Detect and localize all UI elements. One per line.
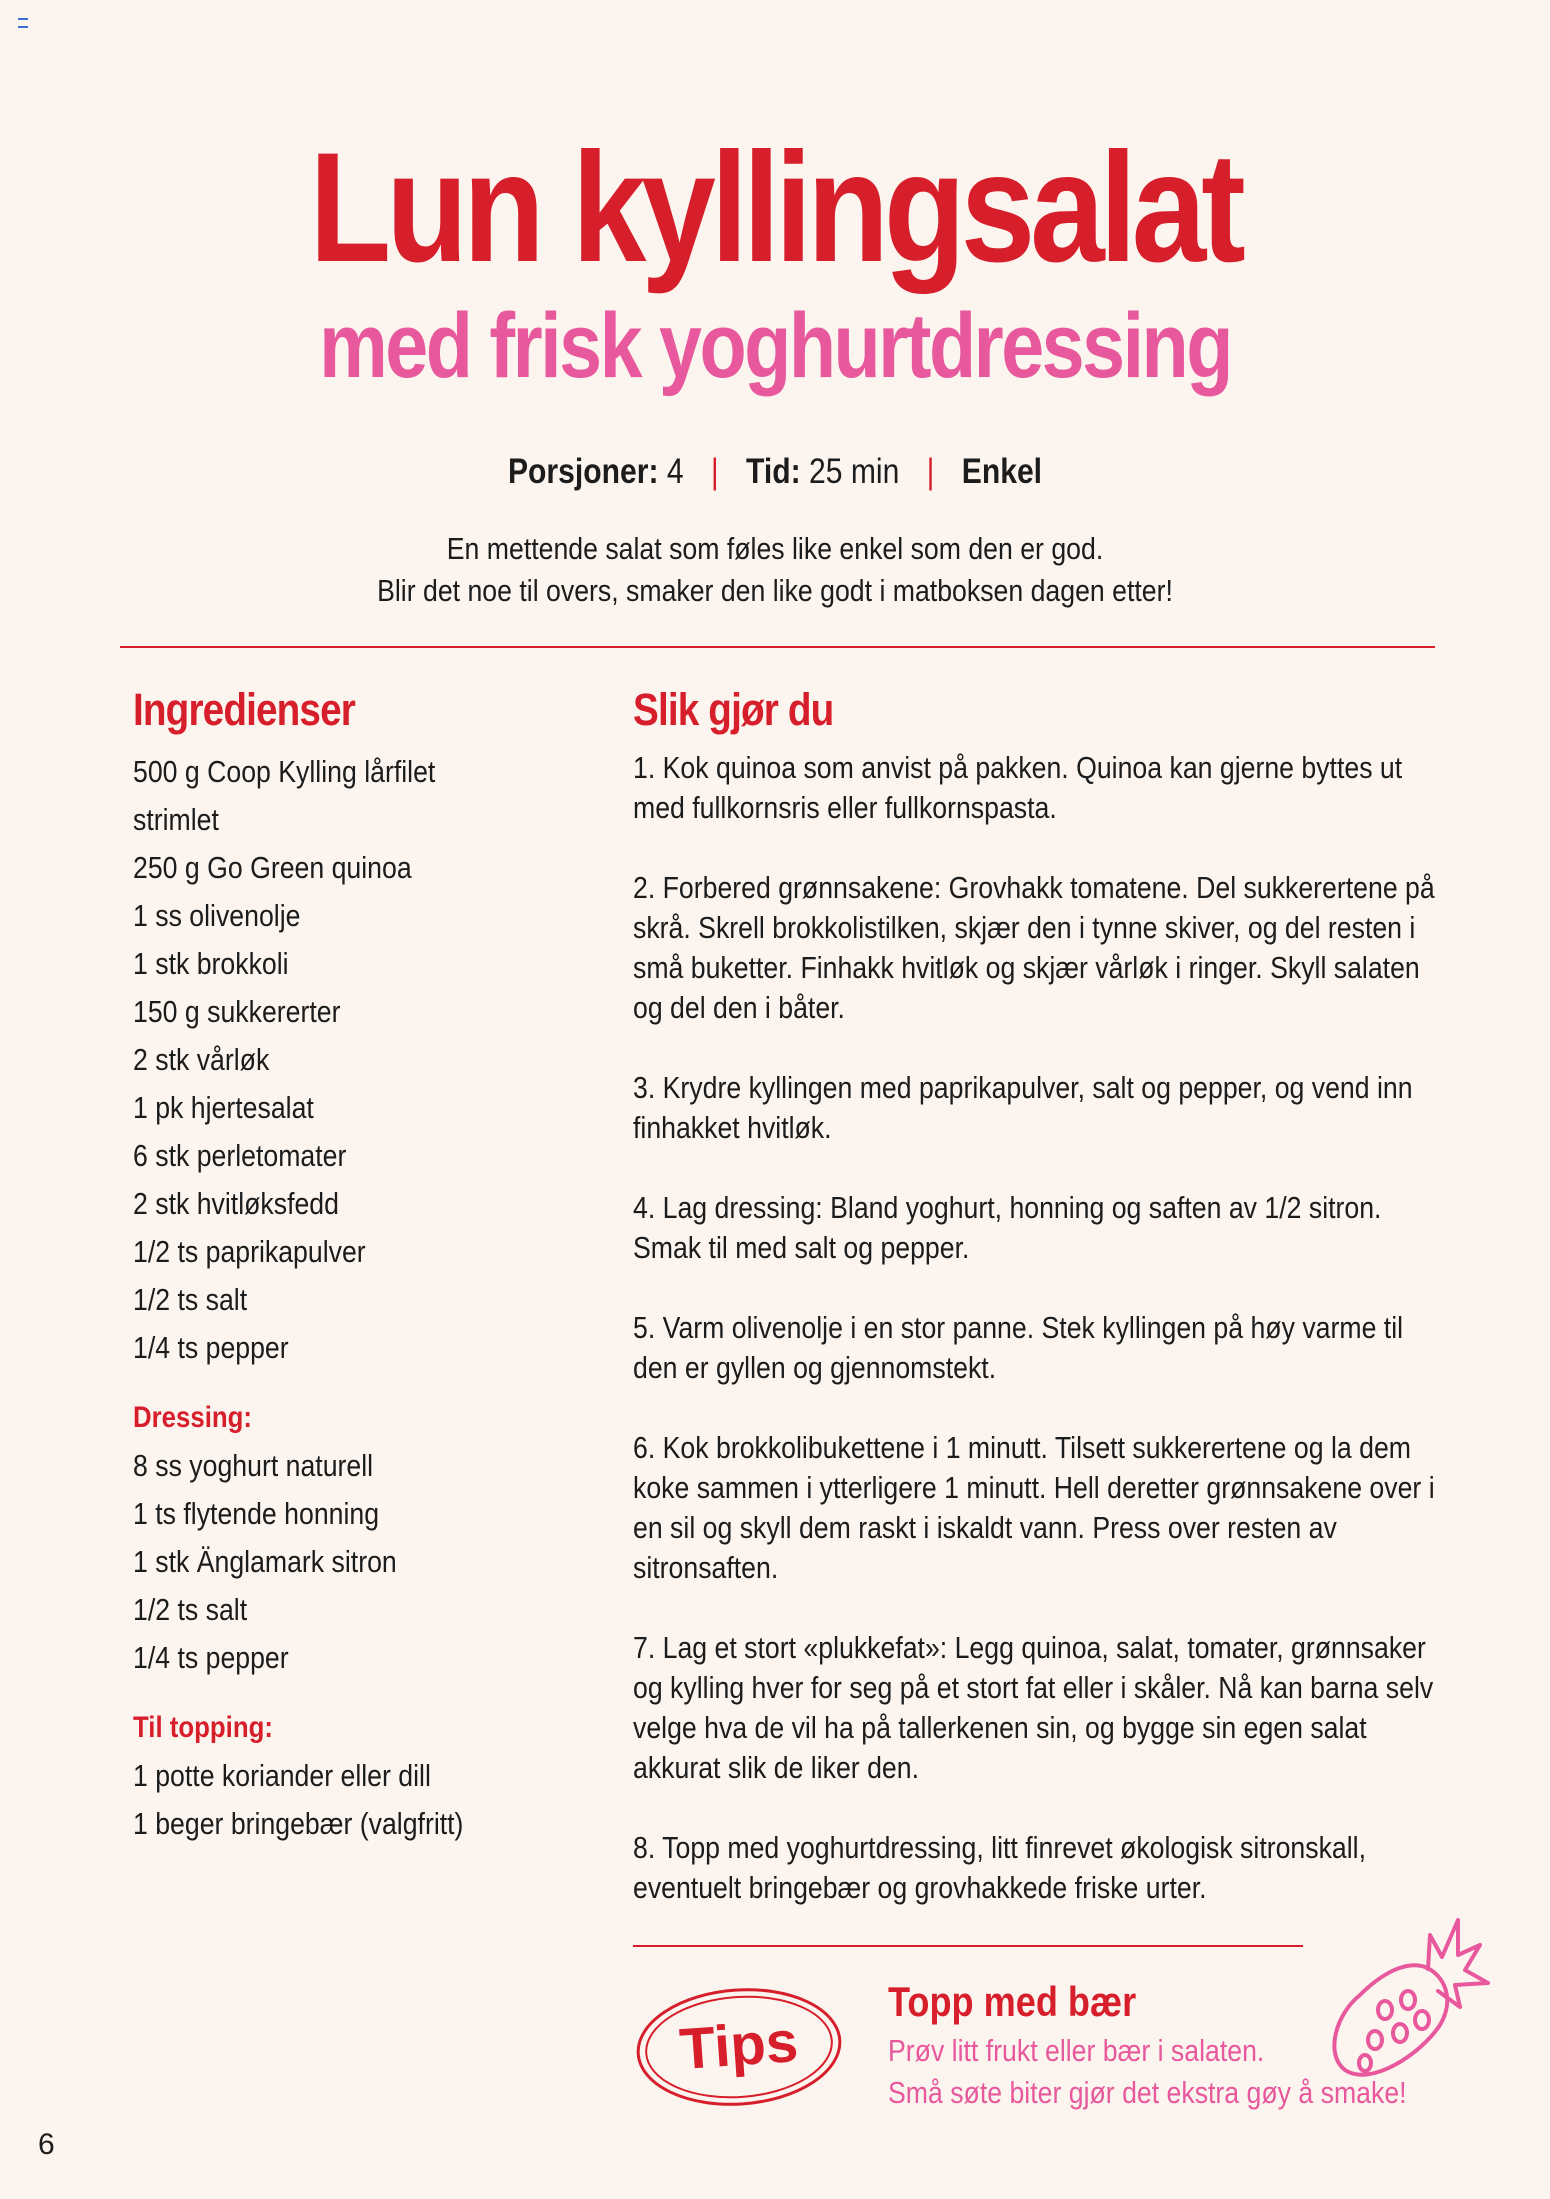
- difficulty-label: Enkel: [961, 452, 1043, 491]
- method-steps: [633, 748, 1445, 1908]
- ingredient-item: 1 ts flytende honning: [133, 1496, 380, 1531]
- ingredient-item: 1/4 ts pepper: [133, 1640, 289, 1675]
- method-column: [633, 680, 1445, 1948]
- recipe-subtitle: med frisk yoghurtdressing: [319, 295, 1231, 397]
- tips-line: Små søte biter gjør det ekstra gøy å smake!: [888, 2075, 1407, 2110]
- meta-separator: |: [710, 452, 719, 491]
- portions-label: Porsjoner:: [507, 452, 659, 491]
- time-value: 25 min: [800, 452, 900, 491]
- portions-value: 4: [658, 452, 684, 491]
- method-step: 4. Lag dressing: Bland yoghurt, honning og saften av 1/2 sitron. Smak til med salt og pepper.: [633, 1190, 1382, 1265]
- ingredient-item: 1 beger bringebær (valgfritt): [133, 1806, 464, 1841]
- ingredient-item: 1 pk hjertesalat: [133, 1090, 314, 1125]
- method-heading: Slik gjør du: [633, 684, 834, 735]
- method-step: 5. Varm olivenolje i en stor panne. Stek kyllingen på høy varme til den er gyllen og gjennomstekt.: [633, 1310, 1404, 1385]
- method-step: 1. Kok quinoa som anvist på pakken. Quinoa kan gjerne byttes ut med fullkornsris eller fullkornspasta.: [633, 750, 1403, 825]
- ingredient-item: 1 stk brokkoli: [133, 946, 289, 981]
- ingredient-item: 250 g Go Green quinoa: [133, 850, 412, 885]
- ingredient-item: 1/2 ts salt: [133, 1282, 248, 1317]
- page-number: 6: [38, 2128, 55, 2161]
- ingredient-item: 1/2 ts paprikapulver: [133, 1234, 366, 1269]
- ingredients-column: [133, 680, 603, 1848]
- method-step: 6. Kok brokkolibukettene i 1 minutt. Tilsett sukkerertene og la dem koke sammen i ytterligere 1 minutt. Hell deretter grønnsakene over i en sil og skyll dem raskt i iskaldt vann. Press over resten av sitronsaften.: [633, 1430, 1435, 1585]
- method-step: 8. Topp med yoghurtdressing, litt finrevet økologisk sitronskall, eventuelt bringebær og grovhakkede friske urter.: [633, 1830, 1367, 1905]
- ingredient-item: 8 ss yoghurt naturell: [133, 1448, 374, 1483]
- ingredient-item: 500 g Coop Kylling lårfilet: [133, 754, 436, 789]
- ingredient-item: 1/2 ts salt: [133, 1592, 248, 1627]
- corner-mark: [18, 18, 28, 28]
- ingredient-item: 6 stk perletomater: [133, 1138, 347, 1173]
- divider: [120, 646, 1435, 648]
- dressing-heading: Dressing:: [133, 1401, 253, 1434]
- method-step: 3. Krydre kyllingen med paprikapulver, salt og pepper, og vend inn finhakket hvitløk.: [633, 1070, 1413, 1145]
- dressing-list: [133, 1442, 603, 1682]
- ingredient-item: strimlet: [133, 802, 219, 837]
- recipe-intro: [109, 528, 1442, 612]
- ingredients-list: [133, 748, 603, 1372]
- ingredient-item: 1 ss olivenolje: [133, 898, 301, 933]
- ingredient-item: 1 stk Änglamark sitron: [133, 1544, 397, 1579]
- recipe-meta: [109, 452, 1442, 492]
- method-step: 7. Lag et stort «plukkefat»: Legg quinoa, salat, tomater, grønnsaker og kylling hver for seg på et stort fat eller i skåler. Nå kan barna selv velge hva de vil ha på tallerkenen sin, og bygge sin egen salat akkurat slik de liker den.: [633, 1630, 1434, 1785]
- intro-line: Blir det noe til overs, smaker den like godt i matboksen dagen etter!: [377, 573, 1173, 608]
- tips-divider: [633, 1945, 1303, 1947]
- time-label: Tid:: [746, 452, 801, 491]
- recipe-title: Lun kyllingsalat: [309, 121, 1241, 295]
- ingredient-item: 1/4 ts pepper: [133, 1330, 289, 1365]
- tips-line: Prøv litt frukt eller bær i salaten.: [888, 2033, 1265, 2068]
- tips-oval-badge-icon: [634, 1985, 844, 2109]
- strawberry-icon: [1310, 1895, 1490, 2085]
- topping-heading: Til topping:: [133, 1711, 273, 1744]
- ingredient-item: 1 potte koriander eller dill: [133, 1758, 431, 1793]
- intro-line: En mettende salat som føles like enkel som den er god.: [446, 531, 1104, 566]
- tips-title: Topp med bær: [888, 1978, 1137, 2025]
- meta-separator: |: [926, 452, 935, 491]
- topping-list: [133, 1752, 603, 1848]
- tips-badge-label: Tips: [677, 2008, 801, 2083]
- ingredient-item: 2 stk vårløk: [133, 1042, 270, 1077]
- ingredient-item: 150 g sukkererter: [133, 994, 341, 1029]
- ingredients-heading: Ingredienser: [133, 684, 355, 735]
- ingredient-item: 2 stk hvitløksfedd: [133, 1186, 339, 1221]
- method-step: 2. Forbered grønnsakene: Grovhakk tomatene. Del sukkerertene på skrå. Skrell brokkolistilken, skjær den i tynne skiver, og del resten i små buketter. Finhakk hvitløk og skjær vårløk i ringer. Skyll salaten og del den i båter.: [633, 870, 1435, 1025]
